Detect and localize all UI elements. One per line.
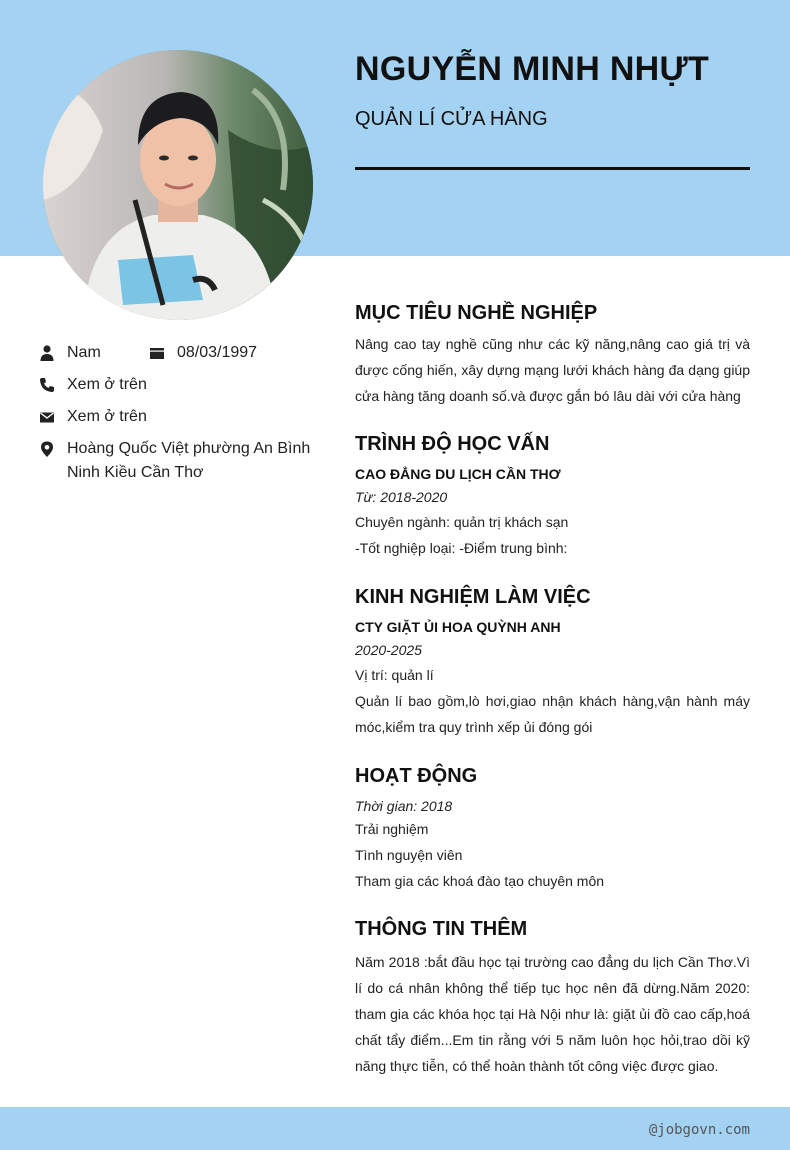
- activities-period: Thời gian: 2018: [355, 798, 453, 814]
- activity-item: Tình nguyện viên: [355, 847, 463, 863]
- section-experience: [355, 586, 750, 740]
- contact-birthday: [148, 341, 257, 365]
- education-major: Chuyên ngành: quản trị khách sạn: [355, 514, 569, 530]
- section-additional-info: [355, 918, 750, 1079]
- experience-period: 2020-2025: [355, 642, 422, 658]
- experience-description: Quản lí bao gồm,lò hơi,giao nhận khách hàng,vận hành máy móc,kiểm tra quy trình xếp ủi đóng gói: [355, 693, 750, 735]
- objective-text: Nâng cao tay nghề cũng như các kỹ năng,nâng cao giá trị và được cống hiến, xây dựng mạng lưới khách hàng đa dạng giúp cửa hàng tăng doanh số.và được gắn bó lâu dài với cửa hàng: [355, 336, 750, 404]
- person-icon: [38, 344, 56, 362]
- experience-position: Vị trí: quản lí: [355, 667, 434, 683]
- candidate-name: NGUYỄN MINH NHỰT: [355, 50, 710, 88]
- experience-heading: KINH NGHIỆM LÀM VIỆC: [355, 586, 591, 608]
- email-value: Xem ở trên: [67, 408, 147, 425]
- contact-gender: [38, 341, 101, 365]
- additional-text: Năm 2018 :bắt đầu học tại trường cao đẳng du lịch Cần Thơ.Vì lí do cá nhân không thể tiếp tục học nên đã dừng.Năm 2020: tham gia các khóa học tại Hà Nội như là: giặt ủi đồ cao cấp,hoá chất tẩy điểm...Em tin rằng với 5 năm luôn học hỏi,trao dồi kỹ năng thực tiễn, có thể hoàn thành tốt công việc được giao.: [355, 954, 750, 1074]
- calendar-icon: [148, 344, 166, 362]
- objective-heading: MỤC TIÊU NGHỀ NGHIỆP: [355, 302, 598, 324]
- additional-heading: THÔNG TIN THÊM: [355, 918, 528, 940]
- section-activities: [355, 765, 750, 894]
- contact-phone: [38, 373, 147, 397]
- location-pin-icon: [38, 440, 56, 458]
- contact-address: [38, 437, 310, 485]
- activity-item: Tham gia các khoá đào tạo chuyên môn: [355, 873, 605, 889]
- mail-icon: [38, 408, 56, 426]
- address-line-2: Ninh Kiều Cần Thơ: [67, 464, 204, 481]
- title-divider: [355, 167, 750, 170]
- footer-brand: @jobgovn.com: [648, 1122, 750, 1138]
- experience-company: CTY GIẶT ỦI HOA QUỲNH ANH: [355, 619, 561, 635]
- education-period: Từ: 2018-2020: [355, 489, 448, 505]
- education-grade: -Tốt nghiệp loại: -Điểm trung bình:: [355, 540, 568, 556]
- phone-icon: [38, 376, 56, 394]
- contact-email: [38, 405, 147, 429]
- section-education: [355, 433, 750, 561]
- profile-photo: [43, 50, 313, 320]
- job-title: QUẢN LÍ CỬA HÀNG: [355, 108, 548, 130]
- profile-photo-illustration: [43, 50, 313, 320]
- gender-value: Nam: [67, 344, 101, 361]
- birthday-value: 08/03/1997: [177, 344, 258, 361]
- education-heading: TRÌNH ĐỘ HỌC VẤN: [355, 433, 550, 455]
- address-line-1: Hoàng Quốc Việt phường An Bình: [67, 440, 311, 457]
- activity-item: Trải nghiệm: [355, 821, 429, 837]
- education-school: CAO ĐẲNG DU LỊCH CẦN THƠ: [355, 466, 561, 482]
- activities-heading: HOẠT ĐỘNG: [355, 765, 478, 787]
- phone-value: Xem ở trên: [67, 376, 147, 393]
- section-objective: [355, 302, 750, 409]
